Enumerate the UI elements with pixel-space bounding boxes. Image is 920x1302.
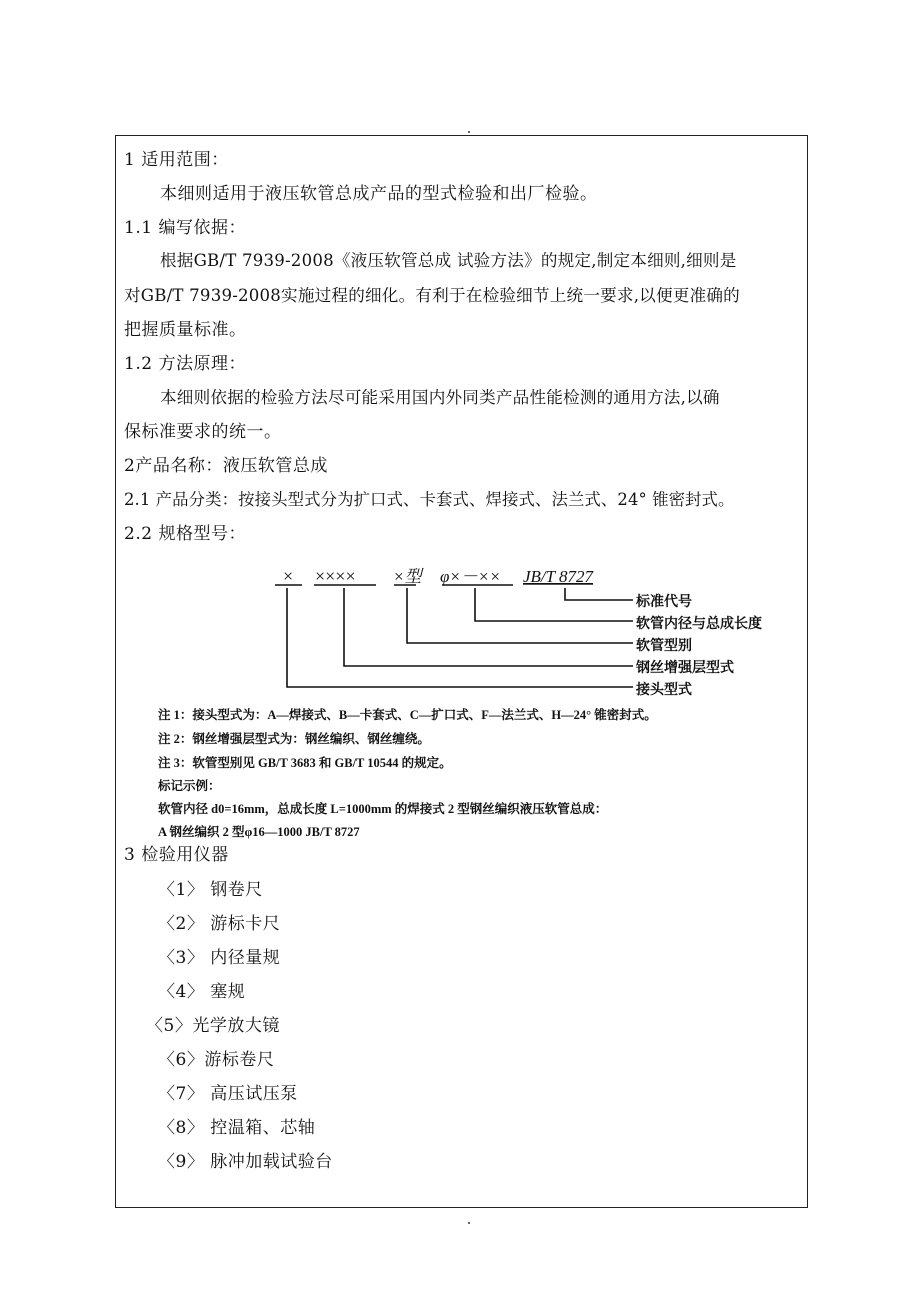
section-3-heading: 3 检验用仪器 xyxy=(124,845,229,865)
label-reinforcement: 钢丝增强层型式 xyxy=(636,660,734,676)
note-3: 注 3：软管型别见 GB/T 3683 和 GB/T 10544 的规定。 xyxy=(158,756,452,770)
page-mark-bottom xyxy=(468,1222,470,1224)
section-1-1-body-line2: 对GB/T 7939-2008实施过程的细化。有利于在检验细节上统一要求,以便更准确的 xyxy=(124,286,740,305)
section-1-heading: 1 适用范围： xyxy=(124,150,229,170)
section-1-1-body-line1: 根据GB/T 7939-2008《液压软管总成 试验方法》的规定,制定本细则,细则是 xyxy=(160,251,737,270)
section-2-1: 2.1 产品分类：按接头型式分为扩口式、卡套式、焊接式、法兰式、24° 锥密封式。 xyxy=(124,490,735,509)
section-1-1-body-line3: 把握质量标准。 xyxy=(124,320,247,340)
marking-example-desc: 软管内径 d0=16mm，总成长度 L=1000mm 的焊接式 2 型钢丝编织液压软管总成： xyxy=(158,802,608,816)
code-type: ×型 xyxy=(393,567,422,586)
label-bore-length: 软管内径与总成长度 xyxy=(636,616,762,632)
note-2: 注 2：钢丝增强层型式为：钢丝编织、钢丝缠绕。 xyxy=(158,732,430,746)
section-1-1-heading: 1.1 编写依据： xyxy=(124,218,246,238)
instrument-item: 〈2〉 游标卡尺 xyxy=(158,914,281,934)
code-reinforcement: ×××× xyxy=(315,566,356,586)
instrument-item: 〈4〉 塞规 xyxy=(158,982,246,1002)
section-1-2-body-line2: 保标准要求的统一。 xyxy=(124,422,282,442)
instrument-item: 〈5〉光学放大镜 xyxy=(146,1016,280,1036)
label-hose-type: 软管型别 xyxy=(636,638,692,654)
code-standard: JB/T 8727 xyxy=(523,567,594,586)
section-1-body: 本细则适用于液压软管总成产品的型式检验和出厂检验。 xyxy=(160,184,598,204)
label-joint-type: 接头型式 xyxy=(636,682,692,698)
code-dimension: φ×－×× xyxy=(440,567,501,586)
section-2-2: 2.2 规格型号： xyxy=(124,524,246,544)
section-1-2-heading: 1.2 方法原理： xyxy=(124,354,246,374)
instrument-item: 〈1〉 钢卷尺 xyxy=(158,880,263,900)
instrument-item: 〈8〉 控温箱、芯轴 xyxy=(158,1118,316,1138)
instrument-item: 〈9〉 脉冲加载试验台 xyxy=(158,1152,333,1172)
instrument-item: 〈6〉游标卷尺 xyxy=(158,1050,275,1070)
marking-example-code: A 钢丝编织 2 型φ16—1000 JB/T 8727 xyxy=(158,825,360,839)
marking-example-title: 标记示例： xyxy=(158,779,221,793)
instrument-item: 〈3〉 内径量规 xyxy=(158,948,281,968)
instrument-item: 〈7〉 高压试压泵 xyxy=(158,1084,298,1104)
label-standard-code: 标准代号 xyxy=(636,594,692,610)
code-joint: × xyxy=(283,566,294,586)
section-2-heading: 2产品名称：液压软管总成 xyxy=(124,456,328,476)
section-1-2-body-line1: 本细则依据的检验方法尽可能采用国内外同类产品性能检测的通用方法,以确 xyxy=(160,388,720,407)
note-1: 注 1：接头型式为：A—焊接式、B—卡套式、C—扩口式、F—法兰式、H—24° 锥密封式。 xyxy=(158,708,657,722)
page-mark-top xyxy=(468,131,470,133)
